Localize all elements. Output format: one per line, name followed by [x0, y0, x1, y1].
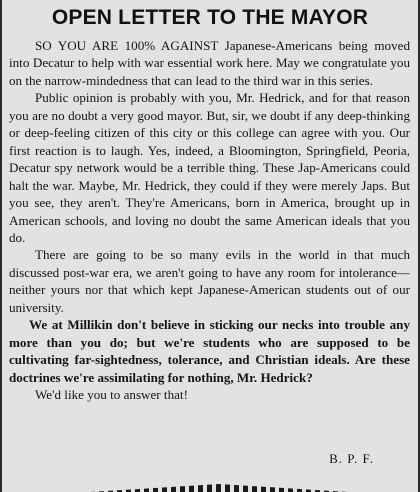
decorative-rule [90, 484, 348, 492]
signature: B. P. F. [329, 451, 374, 466]
paragraph-1: SO YOU ARE 100% AGAINST Japanese-Americans being moved into Decatur to help with war essential work here. May we congratulate you on the narrow-mindedness that can lead to the third war in this series. [9, 38, 410, 88]
headline: OPEN LETTER TO THE MAYOR [51, 6, 369, 29]
article-body [9, 37, 410, 404]
paragraph-3: There are going to be so many evils in the world in that much discussed post-war era, we aren't going to have any room for intolerance—neither yours nor that which kept Japanese-American students out of our university. [9, 247, 410, 315]
paragraph-2: Public opinion is probably with you, Mr. Hedrick, and for that reason you are no doubt a very good mayor. But, sir, we doubt if any deep-thinking or deep-feeling citizen of this city or this college can agree with you. Our first reaction is to laugh. Yes, indeed, a Bloomington, Springfield, Peoria, Decatur spy network would be a terrible thing. These Jap-Americans could halt the war. Maybe, Mr. Hedrick, they could if they were merely Japs. But you see, they aren't. They're Americans, born in America, brought up in American schools, and loving no doubt the same American ideals that you do. [9, 90, 410, 245]
paragraph-5: We'd like you to answer that! [35, 387, 188, 403]
paragraph-4: We at Millikin don't believe in sticking our necks into trouble any more than you do; but we're students who are supposed to be cultivating far-sightedness, tolerance, and Christian ideals. Are these doctrines we're assimilating for nothing, Mr. Hedrick? [9, 317, 410, 385]
